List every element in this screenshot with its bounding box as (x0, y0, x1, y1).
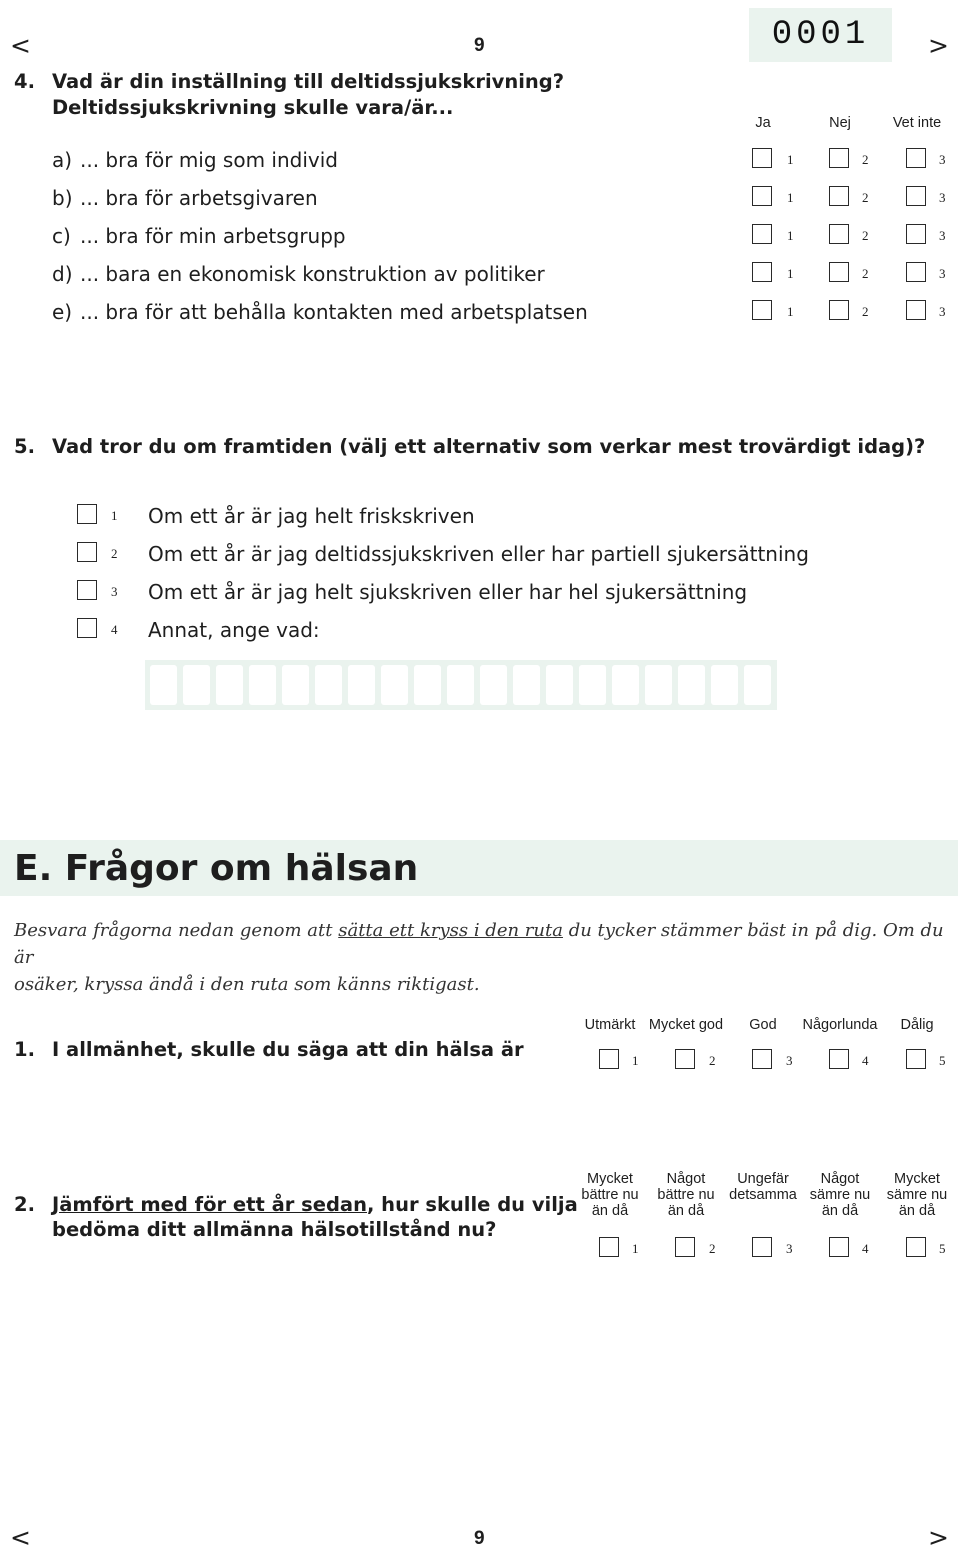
q4a-checkbox-nej[interactable] (829, 148, 849, 168)
char-cell[interactable] (678, 665, 705, 705)
e2-title-line1 (52, 1192, 578, 1218)
q4c-code-2: 2 (862, 228, 869, 243)
e2-col-2-line: än då (667, 1203, 705, 1219)
q4c-code-3: 3 (939, 228, 946, 243)
e2-checkbox-2[interactable] (675, 1237, 695, 1257)
e1-checkbox-5[interactable] (906, 1049, 926, 1069)
q4a-code-3: 3 (939, 152, 946, 167)
prev-page-arrow[interactable]: < (10, 31, 31, 60)
q5-checkbox-3[interactable] (77, 580, 97, 600)
q4-item-label: d) (52, 262, 73, 286)
e2-col-3-line: Ungefär (737, 1171, 789, 1187)
char-cell[interactable] (150, 665, 177, 705)
q5-option-text: Annat, ange vad: (148, 618, 320, 642)
q4-item-text: ... bra för att behålla kontakten med arbetsplatsen (80, 300, 588, 324)
q4-item-text: ... bra för arbetsgivaren (80, 186, 318, 210)
e2-col-4-line: Något (820, 1171, 860, 1187)
char-cell[interactable] (480, 665, 507, 705)
instr-underlined: sätta ett kryss i den ruta (338, 920, 563, 941)
q4-number: 4. (14, 70, 35, 93)
char-cell[interactable] (348, 665, 375, 705)
char-cell[interactable] (414, 665, 441, 705)
e2-checkbox-4[interactable] (829, 1237, 849, 1257)
serial-number: 0001 (749, 8, 892, 62)
e2-code-3: 3 (786, 1241, 793, 1256)
char-cell[interactable] (216, 665, 243, 705)
e2-checkbox-5[interactable] (906, 1237, 926, 1257)
footer-prev-arrow[interactable]: < (10, 1523, 31, 1552)
q5-other-text-field[interactable] (145, 660, 777, 710)
q4d-code-3: 3 (939, 266, 946, 281)
e2-col-3-line: detsamma (729, 1187, 797, 1203)
e1-col-2: Mycket god (648, 1017, 724, 1033)
e1-code-1: 1 (632, 1053, 639, 1068)
e1-checkbox-1[interactable] (599, 1049, 619, 1069)
char-cell[interactable] (183, 665, 210, 705)
q4-item-label: a) (52, 148, 73, 172)
e2-title-underlined: Jämfört med för ett år sedan (52, 1193, 367, 1216)
q4a-code-2: 2 (862, 152, 869, 167)
q5-code: 4 (111, 622, 118, 637)
e2-checkbox-1[interactable] (599, 1237, 619, 1257)
q4-item-text: ... bra för mig som individ (80, 148, 338, 172)
char-cell[interactable] (546, 665, 573, 705)
e2-code-1: 1 (632, 1241, 639, 1256)
section-e-instructions (14, 917, 949, 998)
section-e-title: E. Frågor om hälsan (14, 847, 419, 889)
q4b-checkbox-ja[interactable] (752, 186, 772, 206)
q4e-checkbox-nej[interactable] (829, 300, 849, 320)
footer-next-arrow[interactable]: > (928, 1523, 949, 1552)
e1-code-4: 4 (862, 1053, 869, 1068)
q4b-checkbox-vet-inte[interactable] (906, 186, 926, 206)
q5-code: 3 (111, 584, 118, 599)
instr-part1: Besvara frågorna nedan genom att (14, 920, 339, 941)
q5-code: 1 (111, 508, 118, 523)
q5-number: 5. (14, 435, 35, 458)
q5-checkbox-2[interactable] (77, 542, 97, 562)
e2-number: 2. (14, 1193, 35, 1216)
e2-col-1-line: bättre nu (581, 1187, 639, 1203)
char-cell[interactable] (249, 665, 276, 705)
q4-item-label: e) (52, 300, 73, 324)
q4a-checkbox-vet-inte[interactable] (906, 148, 926, 168)
e2-code-2: 2 (709, 1241, 716, 1256)
q4a-checkbox-ja[interactable] (752, 148, 772, 168)
q4c-code-1: 1 (787, 228, 794, 243)
e2-col-5 (872, 1171, 960, 1219)
e1-col-4: Någorlunda (802, 1017, 878, 1033)
q4b-code-3: 3 (939, 190, 946, 205)
e1-col-1: Utmärkt (584, 1017, 636, 1033)
char-cell[interactable] (282, 665, 309, 705)
e1-col-5: Dålig (900, 1017, 934, 1033)
char-cell[interactable] (381, 665, 408, 705)
q4-col-vet-inte: Vet inte (892, 115, 942, 131)
q4d-code-2: 2 (862, 266, 869, 281)
q4-item-label: c) (52, 224, 71, 248)
q4-item-text: ... bra för min arbetsgrupp (80, 224, 346, 248)
e1-checkbox-3[interactable] (752, 1049, 772, 1069)
char-cell[interactable] (612, 665, 639, 705)
q4c-checkbox-nej[interactable] (829, 224, 849, 244)
instr-line2: osäker, kryssa ändå i den ruta som känns riktigast. (14, 974, 480, 995)
q4-col-ja: Ja (755, 115, 771, 131)
e2-title-rest: , hur skulle du vilja (366, 1193, 578, 1216)
q4-title-line1: Vad är din inställning till deltidssjukskrivning? (52, 70, 565, 93)
section-e-header (0, 840, 958, 896)
e1-title: I allmänhet, skulle du säga att din hälsa är (52, 1038, 524, 1061)
e1-code-3: 3 (786, 1053, 793, 1068)
e2-code-5: 5 (939, 1241, 946, 1256)
q4e-code-2: 2 (862, 304, 869, 319)
q5-title: Vad tror du om framtiden (välj ett alternativ som verkar mest trovärdigt idag)? (52, 435, 926, 458)
e1-checkbox-4[interactable] (829, 1049, 849, 1069)
e1-number: 1. (14, 1038, 35, 1061)
q4a-code-1: 1 (787, 152, 794, 167)
e1-code-5: 5 (939, 1053, 946, 1068)
q4-col-nej: Nej (829, 115, 851, 131)
q4b-code-2: 2 (862, 190, 869, 205)
char-cell[interactable] (447, 665, 474, 705)
q4e-code-1: 1 (787, 304, 794, 319)
e1-code-2: 2 (709, 1053, 716, 1068)
char-cell[interactable] (513, 665, 540, 705)
e2-col-4-line: sämre nu (809, 1187, 871, 1203)
q5-checkbox-4[interactable] (77, 618, 97, 638)
char-cell[interactable] (711, 665, 738, 705)
q4-title-line2: Deltidssjukskrivning skulle vara/är... (52, 96, 454, 119)
char-cell[interactable] (744, 665, 771, 705)
q5-checkbox-1[interactable] (77, 504, 97, 524)
q4d-checkbox-vet-inte[interactable] (906, 262, 926, 282)
q4b-code-1: 1 (787, 190, 794, 205)
e2-col-2-line: Något (666, 1171, 706, 1187)
e2-col-1-line: än då (591, 1203, 629, 1219)
q5-code: 2 (111, 546, 118, 561)
q4c-checkbox-ja[interactable] (752, 224, 772, 244)
char-cell[interactable] (645, 665, 672, 705)
q4d-checkbox-nej[interactable] (829, 262, 849, 282)
q4e-code-3: 3 (939, 304, 946, 319)
q5-option-text: Om ett år är jag deltidssjukskriven eller har partiell sjukersättning (148, 542, 809, 566)
e1-col-3: God (749, 1017, 777, 1033)
char-cell[interactable] (579, 665, 606, 705)
q4d-checkbox-ja[interactable] (752, 262, 772, 282)
e2-col-2-line: bättre nu (657, 1187, 715, 1203)
footer-page-number: 9 (474, 1528, 485, 1549)
e2-col-5-line: sämre nu (886, 1187, 948, 1203)
q4d-code-1: 1 (787, 266, 794, 281)
q5-option-text: Om ett år är jag helt sjukskriven eller har hel sjukersättning (148, 580, 748, 604)
e1-checkbox-2[interactable] (675, 1049, 695, 1069)
e2-col-1-line: Mycket (587, 1171, 633, 1187)
instr-part2: du tycker stämmer bäst in på dig. Om du är (14, 920, 944, 968)
q5-option-text: Om ett år är jag helt friskskriven (148, 504, 475, 528)
e2-code-4: 4 (862, 1241, 869, 1256)
e2-col-5-line: Mycket (894, 1171, 940, 1187)
q4b-checkbox-nej[interactable] (829, 186, 849, 206)
char-cell[interactable] (315, 665, 342, 705)
q4e-checkbox-vet-inte[interactable] (906, 300, 926, 320)
q4e-checkbox-ja[interactable] (752, 300, 772, 320)
e2-title-line2: bedöma ditt allmänna hälsotillstånd nu? (52, 1218, 497, 1241)
page-number: 9 (474, 35, 485, 56)
q4c-checkbox-vet-inte[interactable] (906, 224, 926, 244)
e2-col-4-line: än då (821, 1203, 859, 1219)
e2-col-5-line: än då (898, 1203, 936, 1219)
e2-checkbox-3[interactable] (752, 1237, 772, 1257)
q4-item-text: ... bara en ekonomisk konstruktion av politiker (80, 262, 545, 286)
q4-item-label: b) (52, 186, 73, 210)
next-page-arrow[interactable]: > (928, 31, 949, 60)
